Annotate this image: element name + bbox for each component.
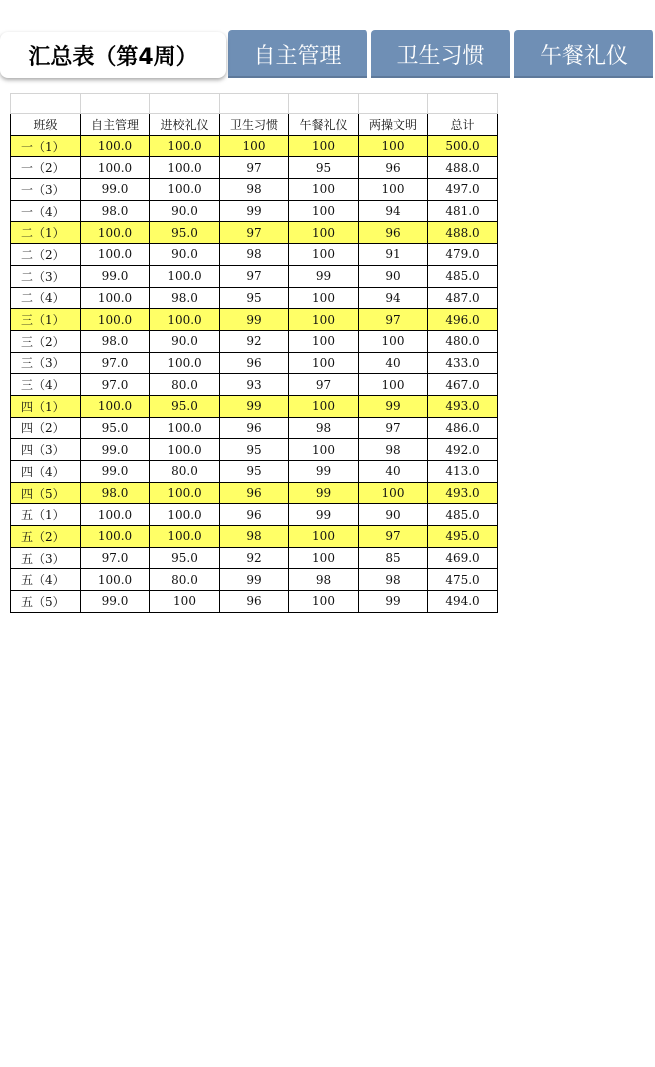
cell-lunch-etiquette[interactable]: 99	[289, 504, 359, 526]
cell-entry-etiquette[interactable]: 90.0	[150, 244, 220, 266]
cell-hygiene[interactable]: 97	[220, 265, 289, 287]
cell-total[interactable]: 479.0	[428, 244, 498, 266]
cell-self-management[interactable]: 100.0	[81, 157, 150, 179]
cell-hygiene[interactable]: 97	[220, 157, 289, 179]
cell-exercise-civility[interactable]: 97	[359, 309, 428, 331]
cell-self-management[interactable]: 100.0	[81, 569, 150, 591]
cell-self-management[interactable]: 100.0	[81, 395, 150, 417]
cell-lunch-etiquette[interactable]: 100	[289, 222, 359, 244]
cell-hygiene[interactable]: 92	[220, 547, 289, 569]
cell-lunch-etiquette[interactable]: 98	[289, 417, 359, 439]
cell-total[interactable]: 469.0	[428, 547, 498, 569]
cell-lunch-etiquette[interactable]: 100	[289, 287, 359, 309]
cell-entry-etiquette[interactable]: 95.0	[150, 547, 220, 569]
tab-self-management[interactable]: 自主管理	[228, 30, 369, 78]
cell-self-management[interactable]: 100.0	[81, 222, 150, 244]
cell-self-management[interactable]: 97.0	[81, 352, 150, 374]
cell-total[interactable]: 485.0	[428, 504, 498, 526]
cell-self-management[interactable]: 99.0	[81, 591, 150, 613]
table-row	[11, 504, 498, 526]
cell-lunch-etiquette[interactable]: 100	[289, 591, 359, 613]
cell-class[interactable]: 二（2）	[11, 244, 81, 266]
empty-cell[interactable]	[289, 94, 359, 114]
tab-summary-week4[interactable]: 汇总表（第4周）	[0, 32, 226, 78]
table-row	[11, 330, 498, 352]
cell-exercise-civility[interactable]: 40	[359, 461, 428, 483]
cell-total[interactable]: 492.0	[428, 439, 498, 461]
table-row	[11, 309, 498, 331]
cell-total[interactable]: 488.0	[428, 222, 498, 244]
cell-hygiene[interactable]: 99	[220, 395, 289, 417]
cell-self-management[interactable]: 99.0	[81, 179, 150, 201]
cell-entry-etiquette[interactable]: 90.0	[150, 200, 220, 222]
cell-exercise-civility[interactable]: 100	[359, 179, 428, 201]
cell-entry-etiquette[interactable]: 100.0	[150, 417, 220, 439]
cell-hygiene[interactable]: 100	[220, 135, 289, 157]
cell-class[interactable]: 四（2）	[11, 417, 81, 439]
cell-entry-etiquette[interactable]: 95.0	[150, 395, 220, 417]
cell-class[interactable]: 五（2）	[11, 526, 81, 548]
cell-exercise-civility[interactable]: 97	[359, 417, 428, 439]
table-row	[11, 222, 498, 244]
cell-hygiene[interactable]: 96	[220, 352, 289, 374]
cell-class[interactable]: 四（4）	[11, 461, 81, 483]
cell-total[interactable]: 413.0	[428, 461, 498, 483]
cell-exercise-civility[interactable]: 98	[359, 439, 428, 461]
empty-cell[interactable]	[359, 94, 428, 114]
cell-total[interactable]: 485.0	[428, 265, 498, 287]
cell-self-management[interactable]: 97.0	[81, 374, 150, 396]
cell-hygiene[interactable]: 95	[220, 287, 289, 309]
cell-lunch-etiquette[interactable]: 99	[289, 265, 359, 287]
cell-exercise-civility[interactable]: 90	[359, 504, 428, 526]
cell-lunch-etiquette[interactable]: 98	[289, 569, 359, 591]
cell-exercise-civility[interactable]: 85	[359, 547, 428, 569]
cell-class[interactable]: 三（2）	[11, 330, 81, 352]
table-row	[11, 439, 498, 461]
cell-entry-etiquette[interactable]: 80.0	[150, 569, 220, 591]
cell-total[interactable]: 480.0	[428, 330, 498, 352]
cell-exercise-civility[interactable]: 99	[359, 395, 428, 417]
cell-class[interactable]: 四（5）	[11, 482, 81, 504]
header-hygiene[interactable]: 卫生习惯	[220, 114, 289, 136]
cell-self-management[interactable]: 99.0	[81, 461, 150, 483]
cell-hygiene[interactable]: 96	[220, 591, 289, 613]
empty-cell[interactable]	[150, 94, 220, 114]
cell-entry-etiquette[interactable]: 80.0	[150, 374, 220, 396]
cell-lunch-etiquette[interactable]: 100	[289, 309, 359, 331]
cell-entry-etiquette[interactable]: 100.0	[150, 504, 220, 526]
cell-self-management[interactable]: 97.0	[81, 547, 150, 569]
cell-entry-etiquette[interactable]: 100.0	[150, 157, 220, 179]
cell-lunch-etiquette[interactable]: 100	[289, 547, 359, 569]
cell-entry-etiquette[interactable]: 100.0	[150, 526, 220, 548]
table-row	[11, 287, 498, 309]
empty-row	[11, 94, 498, 114]
cell-class[interactable]: 一（1）	[11, 135, 81, 157]
cell-hygiene[interactable]: 96	[220, 504, 289, 526]
header-class[interactable]: 班级	[11, 114, 81, 136]
tab-lunch-etiquette[interactable]: 午餐礼仪	[514, 30, 655, 78]
table-row	[11, 482, 498, 504]
cell-class[interactable]: 五（3）	[11, 547, 81, 569]
table-row	[11, 569, 498, 591]
cell-total[interactable]: 486.0	[428, 417, 498, 439]
header-lunch-etiquette[interactable]: 午餐礼仪	[289, 114, 359, 136]
table-row	[11, 374, 498, 396]
table-row	[11, 591, 498, 613]
cell-self-management[interactable]: 100.0	[81, 309, 150, 331]
empty-cell[interactable]	[81, 94, 150, 114]
table-row	[11, 417, 498, 439]
cell-lunch-etiquette[interactable]: 100	[289, 439, 359, 461]
table-row	[11, 547, 498, 569]
cell-exercise-civility[interactable]: 100	[359, 374, 428, 396]
table-row	[11, 265, 498, 287]
cell-entry-etiquette[interactable]: 98.0	[150, 287, 220, 309]
cell-total[interactable]: 487.0	[428, 287, 498, 309]
cell-class[interactable]: 二（4）	[11, 287, 81, 309]
table-row	[11, 526, 498, 548]
cell-class[interactable]: 五（5）	[11, 591, 81, 613]
table-header-row	[11, 114, 498, 136]
cell-class[interactable]: 三（1）	[11, 309, 81, 331]
cell-exercise-civility[interactable]: 90	[359, 265, 428, 287]
cell-class[interactable]: 三（3）	[11, 352, 81, 374]
cell-entry-etiquette[interactable]: 100.0	[150, 482, 220, 504]
cell-exercise-civility[interactable]: 98	[359, 569, 428, 591]
cell-self-management[interactable]: 99.0	[81, 265, 150, 287]
cell-class[interactable]: 一（4）	[11, 200, 81, 222]
cell-hygiene[interactable]: 99	[220, 569, 289, 591]
cell-total[interactable]: 494.0	[428, 591, 498, 613]
cell-hygiene[interactable]: 98	[220, 244, 289, 266]
cell-entry-etiquette[interactable]: 95.0	[150, 222, 220, 244]
cell-class[interactable]: 一（3）	[11, 179, 81, 201]
cell-exercise-civility[interactable]: 97	[359, 526, 428, 548]
table-row	[11, 244, 498, 266]
cell-lunch-etiquette[interactable]: 100	[289, 179, 359, 201]
table-row	[11, 395, 498, 417]
cell-class[interactable]: 二（1）	[11, 222, 81, 244]
cell-class[interactable]: 一（2）	[11, 157, 81, 179]
table-row	[11, 157, 498, 179]
cell-exercise-civility[interactable]: 91	[359, 244, 428, 266]
cell-lunch-etiquette[interactable]: 100	[289, 330, 359, 352]
cell-self-management[interactable]: 98.0	[81, 482, 150, 504]
cell-self-management[interactable]: 95.0	[81, 417, 150, 439]
cell-exercise-civility[interactable]: 96	[359, 157, 428, 179]
cell-hygiene[interactable]: 99	[220, 200, 289, 222]
cell-lunch-etiquette[interactable]: 100	[289, 352, 359, 374]
table-row	[11, 179, 498, 201]
cell-exercise-civility[interactable]: 94	[359, 287, 428, 309]
cell-self-management[interactable]: 100.0	[81, 504, 150, 526]
cell-entry-etiquette[interactable]: 100.0	[150, 135, 220, 157]
cell-exercise-civility[interactable]: 96	[359, 222, 428, 244]
spreadsheet-area	[10, 93, 498, 613]
cell-self-management[interactable]: 98.0	[81, 200, 150, 222]
cell-total[interactable]: 481.0	[428, 200, 498, 222]
cell-entry-etiquette[interactable]: 100	[150, 591, 220, 613]
cell-total[interactable]: 493.0	[428, 395, 498, 417]
cell-total[interactable]: 488.0	[428, 157, 498, 179]
cell-lunch-etiquette[interactable]: 95	[289, 157, 359, 179]
cell-hygiene[interactable]: 96	[220, 417, 289, 439]
cell-exercise-civility[interactable]: 40	[359, 352, 428, 374]
sheet-tab-bar	[0, 0, 629, 80]
cell-class[interactable]: 五（4）	[11, 569, 81, 591]
cell-hygiene[interactable]: 98	[220, 526, 289, 548]
cell-lunch-etiquette[interactable]: 99	[289, 461, 359, 483]
cell-entry-etiquette[interactable]: 80.0	[150, 461, 220, 483]
table-row	[11, 135, 498, 157]
cell-lunch-etiquette[interactable]: 100	[289, 526, 359, 548]
cell-hygiene[interactable]: 95	[220, 461, 289, 483]
cell-hygiene[interactable]: 93	[220, 374, 289, 396]
cell-hygiene[interactable]: 92	[220, 330, 289, 352]
cell-entry-etiquette[interactable]: 100.0	[150, 439, 220, 461]
cell-self-management[interactable]: 100.0	[81, 526, 150, 548]
cell-hygiene[interactable]: 98	[220, 179, 289, 201]
cell-self-management[interactable]: 100.0	[81, 244, 150, 266]
header-entry-etiquette[interactable]: 进校礼仪	[150, 114, 220, 136]
cell-total[interactable]: 433.0	[428, 352, 498, 374]
cell-hygiene[interactable]: 96	[220, 482, 289, 504]
table-row	[11, 200, 498, 222]
cell-lunch-etiquette[interactable]: 100	[289, 395, 359, 417]
cell-entry-etiquette[interactable]: 100.0	[150, 352, 220, 374]
cell-total[interactable]: 493.0	[428, 482, 498, 504]
cell-self-management[interactable]: 99.0	[81, 439, 150, 461]
cell-self-management[interactable]: 98.0	[81, 330, 150, 352]
empty-cell[interactable]	[11, 94, 81, 114]
empty-cell[interactable]	[428, 94, 498, 114]
cell-total[interactable]: 475.0	[428, 569, 498, 591]
cell-lunch-etiquette[interactable]: 97	[289, 374, 359, 396]
cell-entry-etiquette[interactable]: 100.0	[150, 309, 220, 331]
header-total[interactable]: 总计	[428, 114, 498, 136]
cell-exercise-civility[interactable]: 100	[359, 330, 428, 352]
cell-hygiene[interactable]: 97	[220, 222, 289, 244]
cell-entry-etiquette[interactable]: 100.0	[150, 179, 220, 201]
cell-class[interactable]: 二（3）	[11, 265, 81, 287]
cell-class[interactable]: 四（1）	[11, 395, 81, 417]
cell-total[interactable]: 495.0	[428, 526, 498, 548]
cell-lunch-etiquette[interactable]: 100	[289, 200, 359, 222]
cell-self-management[interactable]: 100.0	[81, 287, 150, 309]
cell-exercise-civility[interactable]: 99	[359, 591, 428, 613]
table-row	[11, 461, 498, 483]
cell-lunch-etiquette[interactable]: 99	[289, 482, 359, 504]
header-self-management[interactable]: 自主管理	[81, 114, 150, 136]
cell-exercise-civility[interactable]: 100	[359, 482, 428, 504]
cell-lunch-etiquette[interactable]: 100	[289, 244, 359, 266]
cell-entry-etiquette[interactable]: 90.0	[150, 330, 220, 352]
cell-class[interactable]: 四（3）	[11, 439, 81, 461]
header-exercise-civility[interactable]: 两操文明	[359, 114, 428, 136]
cell-total[interactable]: 497.0	[428, 179, 498, 201]
cell-class[interactable]: 三（4）	[11, 374, 81, 396]
cell-total[interactable]: 467.0	[428, 374, 498, 396]
cell-class[interactable]: 五（1）	[11, 504, 81, 526]
cell-entry-etiquette[interactable]: 100.0	[150, 265, 220, 287]
tab-hygiene-habits[interactable]: 卫生习惯	[371, 30, 512, 78]
empty-cell[interactable]	[220, 94, 289, 114]
cell-lunch-etiquette[interactable]: 100	[289, 135, 359, 157]
cell-total[interactable]: 500.0	[428, 135, 498, 157]
cell-hygiene[interactable]: 95	[220, 439, 289, 461]
table-row	[11, 352, 498, 374]
summary-table	[10, 93, 498, 613]
cell-self-management[interactable]: 100.0	[81, 135, 150, 157]
cell-hygiene[interactable]: 99	[220, 309, 289, 331]
cell-total[interactable]: 496.0	[428, 309, 498, 331]
cell-exercise-civility[interactable]: 100	[359, 135, 428, 157]
cell-exercise-civility[interactable]: 94	[359, 200, 428, 222]
